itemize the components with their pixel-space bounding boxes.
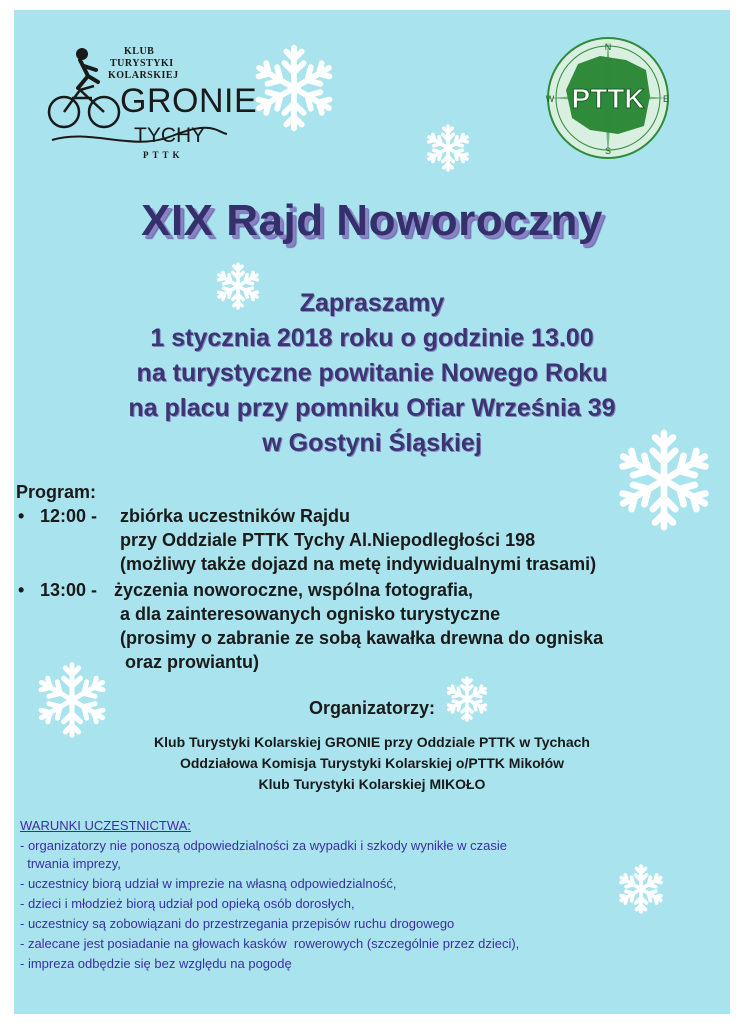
program-label: Program: <box>16 482 97 502</box>
program-time: 13:00 - <box>40 580 98 600</box>
snowflake-icon <box>422 122 474 174</box>
compass-icon <box>538 34 678 162</box>
snowflake-icon <box>614 862 668 916</box>
club-logo-city: TYCHY <box>134 124 206 147</box>
conditions-title: WARUNKI UCZESTNICTWA: <box>20 818 191 833</box>
event-title: XIX Rajd Noworoczny <box>141 196 603 245</box>
club-logo-name: GRONIE <box>120 82 258 120</box>
club-gronie-logo <box>42 40 258 170</box>
invite-line: na turystyczne powitanie Nowego Roku <box>136 359 608 387</box>
program-line: życzenia noworoczne, wspólna fotografia, <box>114 580 474 600</box>
snowflake-icon <box>246 40 342 136</box>
club-logo-line3: KOLARSKIEJ <box>108 70 179 81</box>
invitation-text <box>14 286 730 461</box>
condition-line: - uczestnicy biorą udział w imprezie na własną odpowiedzialność, <box>20 876 397 891</box>
program-line: (możliwy także dojazd na metę indywidualnymi trasami) <box>120 554 597 574</box>
club-logo-line1: KLUB <box>124 46 155 57</box>
organizer-line: Oddziałowa Komisja Turystyki Kolarskiej o/PTTK Mikołów <box>179 755 565 771</box>
program-line: a dla zainteresowanych ognisko turystyczne <box>120 604 501 624</box>
compass-w: W <box>545 94 555 104</box>
program-line: (prosimy o zabranie ze sobą kawałka drewna do ogniska <box>120 628 604 648</box>
compass-s: S <box>604 146 612 156</box>
program-line: przy Oddziale PTTK Tychy Al.Niepodległości 198 <box>120 530 536 550</box>
invite-line: 1 stycznia 2018 roku o godzinie 13.00 <box>150 324 594 352</box>
club-logo-org: PTTK <box>143 150 184 160</box>
condition-line: - organizatorzy nie ponoszą odpowiedzialności za wypadki i szkody wynikłe w czasie <box>20 838 508 853</box>
organizers-title: Organizatorzy: <box>308 698 436 718</box>
condition-line: - uczestnicy są zobowiązani do przestrzegania przepisów ruchu drogowego <box>20 916 455 931</box>
organizer-line: Klub Turystyki Kolarskiej MIKOŁO <box>258 776 486 792</box>
condition-line: trwania imprezy, <box>20 856 121 871</box>
bullet: • <box>18 506 25 526</box>
invite-line: Zapraszamy <box>299 289 445 317</box>
organizer-line: Klub Turystyki Kolarskiej GRONIE przy Oddziale PTTK w Tychach <box>154 734 590 750</box>
compass-n: N <box>604 42 612 52</box>
invite-line: w Gostyni Śląskiej <box>262 429 482 457</box>
poster <box>14 10 730 1014</box>
invite-line: na placu przy pomniku Ofiar Września 39 <box>128 394 616 422</box>
program-line: oraz prowiantu) <box>120 652 259 672</box>
club-logo-line2: TURYSTYKI <box>110 58 174 69</box>
compass-e: E <box>662 94 670 104</box>
bullet: • <box>18 580 25 600</box>
condition-line: - dzieci i młodzież biorą udział pod opieką osób dorosłych, <box>20 896 355 911</box>
pttk-logo <box>538 34 678 162</box>
condition-line: - zalecane jest posiadanie na głowach kasków rowerowych (szczególnie przez dzieci), <box>20 936 520 951</box>
condition-line: - impreza odbędzie się bez względu na pogodę <box>20 956 292 971</box>
pttk-logo-text: PTTK <box>571 83 645 114</box>
program-line: zbiórka uczestników Rajdu <box>120 506 351 526</box>
program-time: 12:00 - <box>40 506 98 526</box>
